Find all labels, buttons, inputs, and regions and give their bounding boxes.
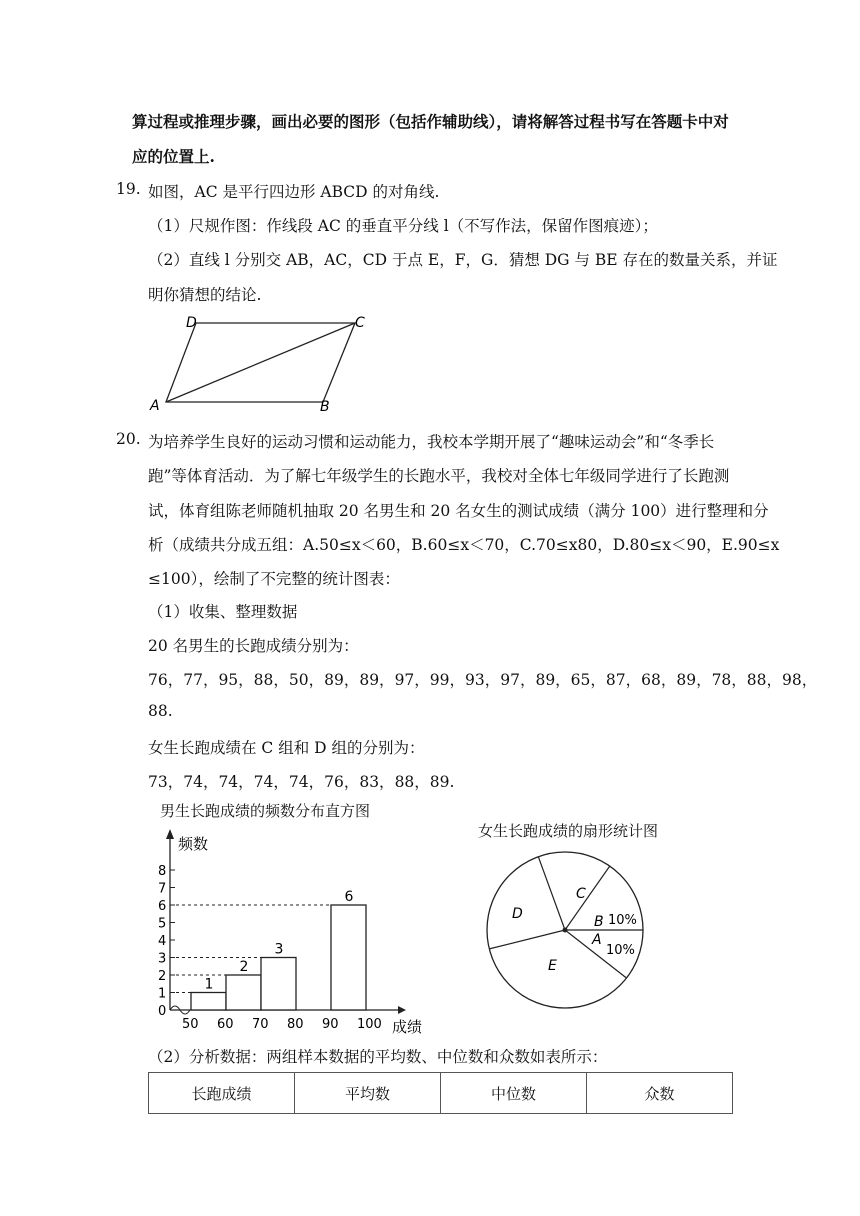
q19-number: 19. xyxy=(116,180,141,198)
histogram-title: 男生长跑成绩的频数分布直方图 xyxy=(160,802,371,820)
q20-line4: 析（成绩共分成五组：A.50≤x＜60，B.60≤x＜70，C.70≤x80，D.80≤x＜90，E.90≤x xyxy=(148,536,780,554)
boys-intro: 20 名男生的长跑成绩分别为： xyxy=(148,637,359,655)
pie-center xyxy=(563,928,568,933)
y-tick-label: 7 xyxy=(158,881,167,897)
vertex-b-label: B xyxy=(320,399,330,415)
pie-slice-label: B xyxy=(594,914,604,930)
q19-part1: （1）尺规作图：作线段 AC 的垂直平分线 l（不写作法，保留作图痕迹）； xyxy=(148,217,658,235)
x-tick-label: 70 xyxy=(252,1017,269,1032)
x-tick-label: 50 xyxy=(182,1017,199,1032)
vertex-d-label: D xyxy=(186,315,197,331)
x-tick-label: 80 xyxy=(287,1017,304,1032)
y-tick-label: 6 xyxy=(158,899,167,914)
pie-slice-label: C xyxy=(576,886,586,902)
bar-data-label: 3 xyxy=(274,941,284,958)
table-header-cell: 平均数 xyxy=(295,1073,441,1114)
x-axis-label: 成绩 xyxy=(392,1018,423,1036)
intro-line-1: 算过程或推理步骤，画出必要的图形（包括作辅助线），请将解答过程书写在答题卡中对 xyxy=(132,112,729,131)
q20-sub2: （2）分析数据：两组样本数据的平均数、中位数和众数如表所示： xyxy=(148,1048,608,1066)
q20-line3: 试，体育组陈老师随机抽取 20 名男生和 20 名女生的测试成绩（满分 100）进行整理和分 xyxy=(148,502,769,520)
pie-title: 女生长跑成绩的扇形统计图 xyxy=(478,822,659,840)
y-tick-label: 1 xyxy=(158,986,167,1002)
table-header-cell: 众数 xyxy=(587,1073,733,1114)
x-tick-label: 90 xyxy=(322,1017,339,1032)
table-header-row xyxy=(149,1073,733,1114)
q19-part2-line2: 明你猜想的结论. xyxy=(148,286,262,304)
pie-slice-label: E xyxy=(548,958,557,974)
histogram-chart xyxy=(140,825,440,1040)
y-tick-label: 2 xyxy=(158,969,167,984)
vertex-c-label: C xyxy=(355,315,365,331)
q20-line2: 跑”等体育活动．为了解七年级学生的长跑水平，我校对全体七年级同学进行了长跑测 xyxy=(148,467,730,485)
table-header-cell: 长跑成绩 xyxy=(149,1073,295,1114)
pie-slice-label: D xyxy=(512,906,523,922)
q20-number: 20. xyxy=(116,430,141,448)
girls-intro: 女生长跑成绩在 C 组和 D 组的分别为： xyxy=(148,739,425,757)
diagonal-ac xyxy=(166,323,355,402)
histogram-bar xyxy=(226,975,261,1010)
pie-percent-label: 10% xyxy=(606,943,635,958)
vertex-a-label: A xyxy=(150,398,160,414)
x-tick-label: 100 xyxy=(357,1017,382,1032)
intro-line-2: 应的位置上. xyxy=(132,147,215,166)
y-tick-label: 8 xyxy=(158,864,167,879)
y-tick-label: 3 xyxy=(158,951,167,967)
q20-line1: 为培养学生良好的运动习惯和运动能力，我校本学期开展了“趣味运动会”和“冬季长 xyxy=(148,433,715,451)
y-tick-label: 0 xyxy=(158,1004,167,1019)
x-axis-arrow xyxy=(398,1006,406,1014)
parallelogram-figure xyxy=(140,310,380,415)
q19-part2-line1: （2）直线 l 分别交 AB，AC，CD 于点 E，F，G．猜想 DG 与 BE 存在的数量关系，并证 xyxy=(148,251,778,269)
y-axis-label: 频数 xyxy=(178,835,209,853)
bar-data-label: 6 xyxy=(344,889,354,905)
q19-stem: 如图，AC 是平行四边形 ABCD 的对角线. xyxy=(148,183,440,201)
pie-chart xyxy=(480,850,650,1010)
histogram-bar xyxy=(331,905,366,1010)
boys-scores: 76，77，95，88，50，89，89，97，99，93，97，89，65，87，68，89，78，88，98， xyxy=(148,671,818,689)
y-tick-label: 4 xyxy=(158,934,167,949)
q20-sub1: （1）收集、整理数据 xyxy=(148,603,298,621)
x-tick-label: 60 xyxy=(217,1017,234,1032)
pie-slice-label: A xyxy=(592,932,602,948)
pie-percent-label: 10% xyxy=(608,913,637,928)
y-axis-arrow xyxy=(166,829,174,839)
histogram-bar xyxy=(261,958,296,1011)
histogram-bar xyxy=(191,993,226,1011)
stats-table xyxy=(148,1072,733,1114)
table-header-cell: 中位数 xyxy=(441,1073,587,1114)
boys-scores-end: 88. xyxy=(148,702,173,720)
bar-data-label: 2 xyxy=(239,959,249,975)
y-tick-label: 5 xyxy=(158,916,167,932)
bar-data-label: 1 xyxy=(204,976,214,993)
q20-line5: ≤100），绘制了不完整的统计图表： xyxy=(148,570,400,588)
girls-scores: 73，74，74，74，74，76，83，88，89. xyxy=(148,773,455,791)
